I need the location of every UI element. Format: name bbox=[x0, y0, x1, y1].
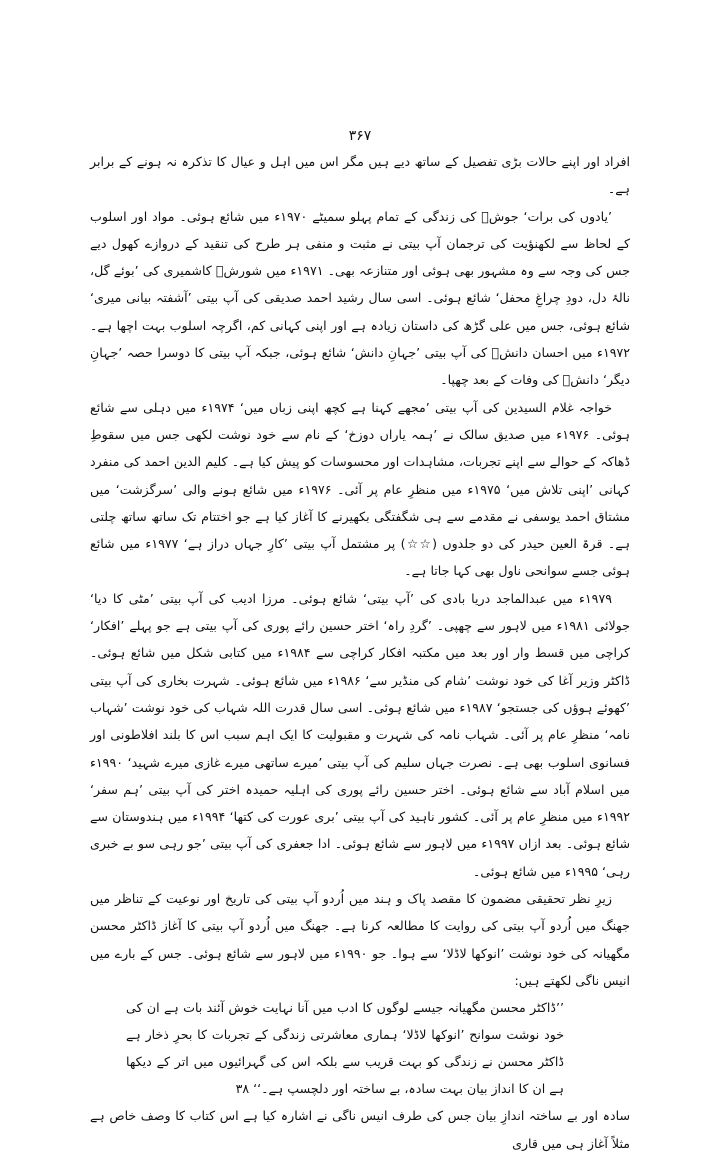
page-number: ۳۶۷ bbox=[348, 128, 372, 144]
paragraph-josh: ’یادوں کی برات‘ جوشؔ کی زندگی کے تمام پہلو سمیٹے ۱۹۷۰ء میں شائع ہوئی۔ مواد اور اسلوب کے لحاظ سے لکھنؤیت کی ترجمان آپ بیتی نے مثبت و منفی ہر طرح کی تنقید کے دروازے کھول دیے جس کی وجہ سے وہ مشہور بھی ہوئی اور متنازعہ بھی۔ ۱۹۷۱ء میں شورشؔ کاشمیری کی ’بوئے گل، نالۂ دل، دودِ چراغِ محفل‘ شائع ہوئی۔ اسی سال رشید احمد صدیقی کی آپ بیتی ’آشفتہ بیانی میری‘ شائع ہوئی، جس میں علی گڑھ کی داستان زیادہ ہے اور اپنی کہانی کم، اگرچہ اسلوب بہت اچھا ہے۔ ۱۹۷۲ء میں احسان دانشؔ کی آپ بیتی ’جہانِ دانش‘ شائع ہوئی، جبکہ آپ بیتی کا دوسرا حصہ ’جہانِ دیگر‘ دانشؔ کی وفات کے بعد چھپا۔ bbox=[90, 208, 630, 388]
block-quote: ’’ڈاکٹر محسن مگھیانہ جیسے لوگوں کا ادب میں آنا نہایت خوش آئند بات ہے ان کی خود نوشت سوانح ’انوکھا لاڈلا‘ ہماری معاشرتی زندگی کے تجربات کا بحرِ ذخار ہے ڈاکٹر محسن نے زندگی کو بہت قریب سے بلکہ اس کی گہرائیوں میں اتر کے دیکھا ہے ان کا انداز بیان بہت سادہ، بے ساختہ اور دلچسپ ہے۔‘‘ ۳۸ bbox=[126, 1000, 564, 1097]
paragraph-research-aim: زیرِ نظر تحقیقی مضمون کا مقصد پاک و ہند میں اُردو آپ بیتی کی تاریخ اور نوعیت کے تناظر میں جھنگ میں اُردو آپ بیتی کی روایت کا مطالعہ کرنا ہے۔ جھنگ میں اُردو آپ بیتی کا آغاز ڈاکٹر محسن مگھیانہ کی خود نوشت ’انوکھا لاڈلا‘ سے ہوا۔ جو ۱۹۹۰ء میں لاہور سے شائع ہوئی۔ جس کے بارے میں انیس ناگی لکھتے ہیں: bbox=[90, 891, 630, 988]
body-text bbox=[90, 148, 630, 1157]
paragraph-closing: سادہ اور بے ساختہ اندازِ بیان جس کی طرف انیس ناگی نے اشارہ کیا ہے اس کتاب کا وصف خاص ہے مثلاً آغاز ہی میں قاری bbox=[90, 1108, 630, 1151]
paragraph-intro: افراد اور اپنے حالات بڑی تفصیل کے ساتھ دیے ہیں مگر اس میں اہل و عیال کا تذکرہ نہ ہونے کے برابر ہے۔ bbox=[90, 154, 630, 197]
paragraph-daryabadi: ۱۹۷۹ء میں عبدالماجد دریا بادی کی ’آپ بیتی‘ شائع ہوئی۔ مرزا ادیب کی آپ بیتی ’مٹی کا دیا‘ جولائی ۱۹۸۱ء میں لاہور سے چھپی۔ ’گردِ راہ‘ اختر حسین رائے پوری کی آپ بیتی ہے جو پہلے ’افکار‘ کراچی میں قسط وار اور بعد میں مکتبہ افکار کراچی سے ۱۹۸۴ء میں کتابی شکل میں شائع ہوئی۔ ڈاکٹر وزیر آغا کی خود نوشت ’شام کی منڈیر سے‘ ۱۹۸۶ء میں شائع ہوئی۔ شہرت بخاری کی آپ بیتی ’کھوئے ہوؤں کی جستجو‘ ۱۹۸۷ء میں شائع ہوئی۔ اسی سال قدرت اللہ شہاب کی خود نوشت ’شہاب نامہ‘ منظرِ عام پر آئی۔ شہاب نامہ کی شہرت و مقبولیت کا ایک اہم سبب اس کا بلند افلاطونی اور فسانوی اسلوب بھی ہے۔ نصرت جہاں سلیم کی آپ بیتی ’میرے ساتھی میرے غازی میرے شہید‘ ۱۹۹۰ء میں اسلام آباد سے شائع ہوئی۔ اختر حسین رائے پوری کی اہلیہ حمیدہ اختر کی آپ بیتی ’ہم سفر‘ ۱۹۹۲ء میں منظرِ عام پر آئی۔ کشور ناہید کی آپ بیتی ’بری عورت کی کتھا‘ ۱۹۹۴ء میں ہندوستان سے شائع ہوئی۔ بعد ازاں ۱۹۹۷ء میں لاہور سے شائع ہوئی۔ ادا جعفری کی آپ بیتی ’جو رہی سو بے خبری رہی‘ ۱۹۹۵ء میں شائع ہوئی۔ bbox=[90, 590, 630, 879]
paragraph-saiyidain: خواجہ غلام السیدین کی آپ بیتی ’مجھے کہنا ہے کچھ اپنی زباں میں‘ ۱۹۷۴ء میں دہلی سے شائع ہوئی۔ ۱۹۷۶ء میں صدیق سالک نے ’ہمہ یاراں دوزخ‘ کے نام سے خود نوشت لکھی جس میں سقوطِ ڈھاکہ کے حوالے سے اپنے تجربات، مشاہدات اور محسوسات کو پیش کیا ہے۔ کلیم الدین احمد کی منفرد کہانی ’اپنی تلاش میں‘ ۱۹۷۵ء میں منظرِ عام پر آئی۔ ۱۹۷۶ء میں شائع ہونے والی ’سرگزشت‘ میں مشتاق احمد یوسفی نے مقدمے سے ہی شگفتگی بکھیرنے کا آغاز کیا ہے جو اختتام تک ساتھ ساتھ چلتی ہے۔ قرۃ العین حیدر کی دو جلدوں (☆☆) پر مشتمل آپ بیتی ’کارِ جہاں دراز ہے‘ ۱۹۷۷ء میں شائع ہوئی جسے سوانحی ناول بھی کہا جاتا ہے۔ bbox=[90, 399, 630, 579]
